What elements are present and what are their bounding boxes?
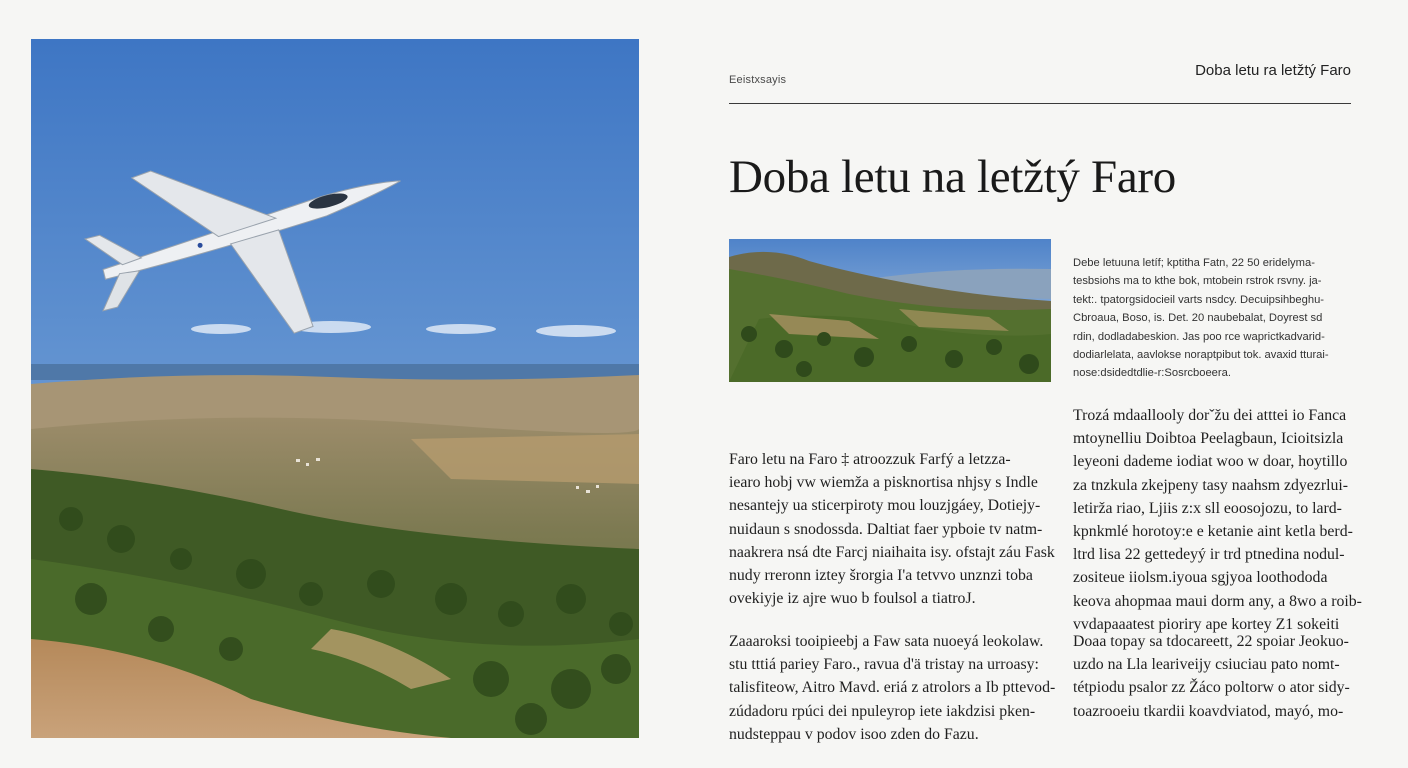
body-paragraph-left-1: [729, 448, 1053, 610]
body-line: kpnkmlé horotoy:e e ketanie aint ketla berd-: [1073, 523, 1353, 541]
body-line: Doaa topay sa tdocareett, 22 spoiar Jeokuo-: [1073, 633, 1349, 650]
caption-line: tekt:. tpatorgsidocieil varts nsdcy. Decuipsihbeghu-: [1073, 293, 1325, 306]
body-line: keova ahopmaa maui dorm any, a 8wo a roib-: [1073, 592, 1362, 610]
body-line: nudsteppau v podov isoo zden do Fazu.: [729, 725, 979, 743]
article-headline: Doba letu na letžtý Faro: [729, 151, 1176, 203]
body-line: Trozá mdaallooly dorˇžu dei atttei io Fanca: [1073, 407, 1347, 424]
body-paragraph-left-2: [729, 630, 1056, 746]
mountain-landscape-image: [729, 239, 1051, 382]
running-header-title: Doba letu ra letžtý Faro: [1195, 62, 1351, 79]
body-line: Zaaaroksi tooipieebj a Faw sata nuoeyá leokolaw.: [729, 633, 1044, 650]
body-line: nesantejy ua sticerpiroty mou louzjgáey, Dotiejy-: [729, 497, 1041, 515]
caption-line: nose:dsidedtdlie-r:Sosrcboeera.: [1073, 367, 1231, 380]
body-line: zositeue iiolsm.iyoua sgjyoa loothododa: [1073, 569, 1328, 587]
body-line: iearo hobj vw wiemža a pisknortisa nhjsy s Indle: [729, 474, 1038, 492]
caption-line: Cbroaua, Boso, is. Det. 20 naubebalat, Doyrest sd: [1073, 312, 1323, 325]
header-divider: [729, 103, 1351, 104]
body-line: stu tttiá pariey Faro., ravua d'ä tristay na urroasy:: [729, 656, 1039, 674]
hero-photo: [31, 39, 639, 738]
body-paragraph-right-1: [1073, 404, 1362, 636]
article-page: [729, 0, 1362, 768]
body-line: ltrd lisa 22 gettedeyý ir trd ptnedina nodul-: [1073, 546, 1345, 564]
photo-caption: [1073, 254, 1351, 383]
caption-line: tesbsiohs ma to kthe bok, mtobein rstrok rsvny. ja-: [1073, 275, 1322, 288]
body-line: letirža riao, Ljiis z:x sll eoosojozu, to lard-: [1073, 499, 1342, 517]
body-line: za tnzkula zkejpeny tasy naahsm zdyezrlui-: [1073, 476, 1349, 494]
body-line: naakrera nsá dte Farcj niaihaita isy. ofstajt záu Fask: [729, 543, 1055, 561]
body-line: Faro letu na Faro ‡ atroozzuk Farfý a letzza-: [729, 451, 1011, 468]
caption-line: rdin, dodladabeskion. Jas poo rce waprictkadvarid-: [1073, 330, 1325, 343]
body-line: tétpiodu psalor zz Žáco poltorw o ator sidy-: [1073, 679, 1350, 697]
caption-line: dodiarlelata, aavlokse noraptpibut tok. avaxid tturai-: [1073, 349, 1329, 362]
body-line: leyeoni dademe iodiat woo w doar, hoytillo: [1073, 453, 1348, 471]
body-line: zúdadoru rpúci dei npuleyrop iete iakdzisi pken-: [729, 702, 1036, 720]
body-line: nuidaun s snodossda. Daltiat faer ypboie tv natm-: [729, 520, 1043, 538]
body-line: talisfiteow, Aitro Mavd. eriá z atrolors a Ib pttevod-: [729, 679, 1056, 697]
body-line: ovekiyje iz ajre wuo b foulsol a tiatroJ.: [729, 590, 976, 608]
section-label: Eeistxsayis: [729, 74, 787, 86]
caption-line: Debe letuuna letíf; kptitha Fatn, 22 50 eridelyma-: [1073, 257, 1315, 269]
inset-photo: [729, 239, 1051, 382]
body-line: mtoynelliu Doibtoa Peelagbaun, Icioitsizla: [1073, 430, 1344, 448]
body-paragraph-right-2: [1073, 630, 1351, 723]
body-line: vvdapaaatest pioriry ape kortey Z1 sokeiti: [1073, 615, 1340, 633]
jet-over-landscape-image: [31, 39, 639, 738]
body-line: toazrooeiu tkardii koavdviatod, mayó, mo-: [1073, 702, 1344, 720]
body-line: uzdo na Lla leariveijy csiuciau pato nomt-: [1073, 656, 1340, 674]
body-line: nudy rreronn iztey šrorgia I'a tetvvo unznzi toba: [729, 567, 1033, 585]
